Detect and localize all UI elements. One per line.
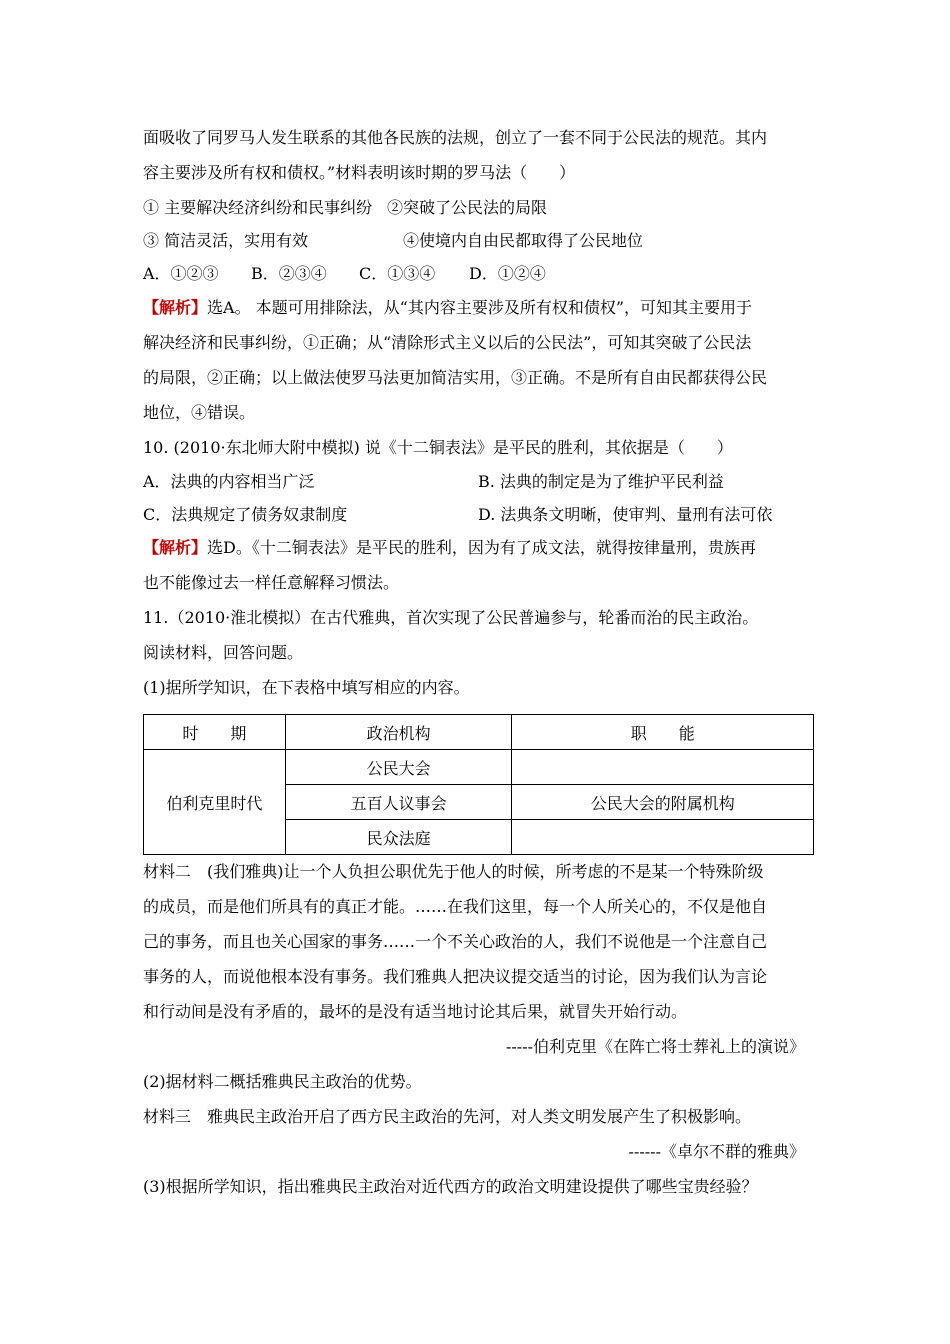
text-line: 也不能像过去一样任意解释习惯法。 (143, 573, 400, 592)
option: ②突破了公民法的局限 (387, 198, 548, 217)
text-line: 的局限，②正确；以上做法使罗马法更加简洁实用，③正确。不是所有自由民都获得公民 (143, 368, 768, 387)
option-line (143, 472, 813, 492)
text-line: 容主要涉及所有权和债权。”材料表明该时期的罗马法（ ） (143, 163, 576, 182)
source-citation: ------《卓尔不群的雅典》 (628, 1142, 805, 1161)
text-line: 和行动间是没有矛盾的，最坏的是没有适当地讨论其后果，就冒失开始行动。 (143, 1002, 688, 1021)
table-header: 政治机构 (285, 715, 512, 750)
choices-line (143, 264, 813, 284)
text-line: 阅读材料，回答问题。 (143, 643, 304, 662)
text-line: 己的事务，而且也关心国家的事务……一个不关心政治的人，我们不说他是一个注意自己 (143, 932, 768, 951)
analysis-tag: 【解析】 (143, 538, 208, 557)
func-cell: 公民大会的附属机构 (512, 785, 814, 820)
source-citation: -----伯利克里《在阵亡将士葬礼上的演说》 (505, 1037, 805, 1056)
table-row (144, 750, 814, 785)
func-cell (512, 820, 814, 855)
subquestion-3: (3)根据所学知识，指出雅典民主政治对近代西方的政治文明建设提供了哪些宝贵经验？ (143, 1177, 758, 1196)
fill-in-table (143, 714, 814, 855)
period-cell: 伯利克里时代 (144, 750, 286, 855)
question-10: 10. (2010·东北师大附中模拟) 说《十二铜表法》是平民的胜利，其依据是（ ） (143, 438, 733, 457)
choice-d: D．①②④ (469, 264, 546, 283)
text-line: 事务的人，而说他根本没有事务。我们雅典人把决议提交适当的讨论，因为我们认为言论 (143, 967, 768, 986)
question-11: 11.（2010·淮北模拟）在古代雅典，首次实现了公民普遍参与，轮番而治的民主政治。 (143, 608, 759, 627)
option: ④使境内自由民都取得了公民地位 (403, 231, 644, 250)
option: D. 法典条文明晰，使审判、量刑有法可依 (478, 505, 773, 524)
choice-a: A．①②③ (143, 264, 219, 283)
org-cell: 五百人议事会 (285, 785, 512, 820)
material-line: 材料三 雅典民主政治开启了西方民主政治的先河，对人类文明发展产生了积极影响。 (143, 1107, 752, 1126)
option-line (143, 198, 813, 218)
option: ① 主要解决经济纠纷和民事纠纷 (143, 198, 373, 217)
option-line (143, 505, 813, 525)
material-line: 材料二 (我们雅典)让一个人负担公职优先于他人的时候，所考虑的不是某一个特殊阶级 (143, 862, 764, 881)
analysis-tag: 【解析】 (143, 298, 208, 317)
table-header: 时 期 (144, 715, 286, 750)
text-line: 解决经济和民事纠纷，①正确；从“清除形式主义以后的公民法”，可知其突破了公民法 (143, 333, 752, 352)
choice-b: B．②③④ (251, 264, 327, 283)
text-line: 的成员，而是他们所具有的真正才能。……在我们这里，每一个人所关心的，不仅是他自 (143, 897, 768, 916)
text-line: 面吸收了同罗马人发生联系的其他各民族的法规，创立了一套不同于公民法的规范。其内 (143, 128, 768, 147)
analysis-line (143, 538, 813, 558)
org-cell: 民众法庭 (285, 820, 512, 855)
option: B. 法典的制定是为了维护平民利益 (478, 472, 724, 491)
org-cell: 公民大会 (285, 750, 512, 785)
table-header: 职 能 (512, 715, 814, 750)
subquestion-2: (2)据材料二概括雅典民主政治的优势。 (143, 1072, 422, 1091)
option: A．法典的内容相当广泛 (143, 472, 315, 491)
option-line (143, 231, 813, 251)
subquestion-1: (1)据所学知识，在下表格中填写相应的内容。 (143, 678, 470, 697)
choice-c: C．①③④ (359, 264, 436, 283)
func-cell (512, 750, 814, 785)
analysis-text: 选A。 本题可用排除法，从“其内容主要涉及所有权和债权”，可知其主要用于 (207, 298, 753, 317)
analysis-line (143, 298, 813, 318)
analysis-text: 选D。《十二铜表法》是平民的胜利，因为有了成文法，就得按律量刑，贵族再 (207, 538, 756, 557)
option: ③ 简洁灵活，实用有效 (143, 231, 309, 250)
table-header-row (144, 715, 814, 750)
text-line: 地位，④错误。 (143, 403, 256, 422)
option: C．法典规定了债务奴隶制度 (143, 505, 348, 524)
